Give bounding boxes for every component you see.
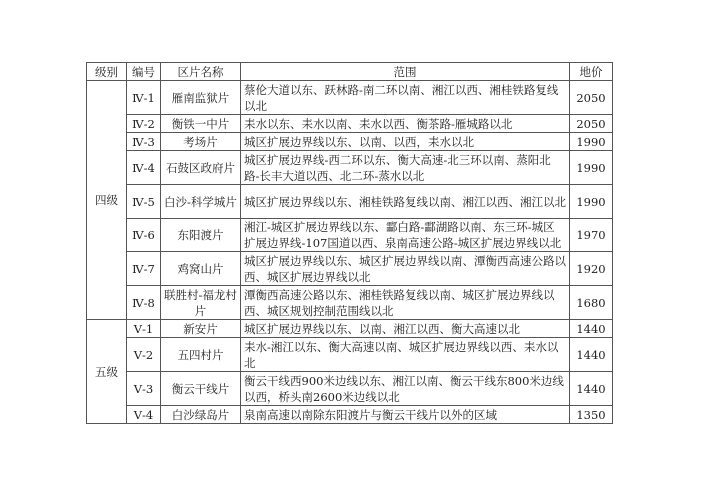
header-price: 地价 bbox=[570, 63, 613, 81]
header-code: 编号 bbox=[127, 63, 161, 81]
code-cell: Ⅴ-3 bbox=[127, 372, 161, 406]
range-cell: 城区扩展边界线以东、以南、湘江以西、衡大高速以北 bbox=[241, 320, 570, 338]
price-cell: 1970 bbox=[570, 219, 613, 252]
price-cell: 1990 bbox=[570, 185, 613, 219]
table-row bbox=[87, 406, 613, 424]
code-cell: Ⅴ-1 bbox=[127, 320, 161, 338]
range-cell: 泉南高速以南除东阳渡片与衡云干线片以外的区域 bbox=[241, 406, 570, 424]
table-row bbox=[87, 320, 613, 338]
range-cell: 城区扩展边界线以东、湘桂铁路复线以南、湘江以西、湘江以北 bbox=[241, 185, 570, 219]
zone-name-cell: 东阳渡片 bbox=[161, 219, 241, 252]
zone-name-cell: 白沙绿岛片 bbox=[161, 406, 241, 424]
zone-name-cell: 考场片 bbox=[161, 133, 241, 151]
code-cell: Ⅳ-7 bbox=[127, 252, 161, 286]
zone-name-cell: 衡云干线片 bbox=[161, 372, 241, 406]
header-row bbox=[87, 63, 613, 81]
table-row bbox=[87, 81, 613, 115]
table-row bbox=[87, 219, 613, 252]
table-row bbox=[87, 185, 613, 219]
header-zone-name: 区片名称 bbox=[161, 63, 241, 81]
range-cell: 耒水-湘江以东、衡大高速以南、城区扩展边界线以西、耒水以北 bbox=[241, 338, 570, 372]
zone-name-cell: 鸡窝山片 bbox=[161, 252, 241, 286]
level-cell: 四级 bbox=[87, 81, 127, 320]
header-level: 级别 bbox=[87, 63, 127, 81]
price-cell: 1440 bbox=[570, 320, 613, 338]
range-cell: 城区扩展边界线-西二环以东、衡大高速-北三环以南、蒸阳北路-长丰大道以西、北二环-蒸水以北 bbox=[241, 151, 570, 185]
table-row bbox=[87, 372, 613, 406]
code-cell: Ⅳ-2 bbox=[127, 115, 161, 133]
price-cell: 1440 bbox=[570, 338, 613, 372]
price-cell: 1350 bbox=[570, 406, 613, 424]
table-row bbox=[87, 286, 613, 320]
code-cell: Ⅴ-2 bbox=[127, 338, 161, 372]
range-cell: 城区扩展边界线以东、城区扩展边界线以南、潭衡西高速公路以西、城区扩展边界线以北 bbox=[241, 252, 570, 286]
header-range: 范围 bbox=[241, 63, 570, 81]
price-cell: 1920 bbox=[570, 252, 613, 286]
zone-name-cell: 石鼓区政府片 bbox=[161, 151, 241, 185]
code-cell: Ⅳ-4 bbox=[127, 151, 161, 185]
range-cell: 衡云干线西900米边线以东、湘江以南、衡云干线东800米边线以西，桥头南2600米边线以北 bbox=[241, 372, 570, 406]
range-cell: 蔡伦大道以东、跃林路-南二环以南、湘江以西、湘桂铁路复线以北 bbox=[241, 81, 570, 115]
price-cell: 1990 bbox=[570, 133, 613, 151]
range-cell: 潭衡西高速公路以东、湘桂铁路复线以南、城区扩展边界线以西、城区规划控制范围线以北 bbox=[241, 286, 570, 320]
range-cell: 城区扩展边界线以东、以南、以西，耒水以北 bbox=[241, 133, 570, 151]
price-cell: 2050 bbox=[570, 115, 613, 133]
land-price-table bbox=[86, 62, 613, 424]
zone-name-cell: 衡铁一中片 bbox=[161, 115, 241, 133]
zone-name-cell: 五四村片 bbox=[161, 338, 241, 372]
zone-name-cell: 联胜村-福龙村片 bbox=[161, 286, 241, 320]
code-cell: Ⅳ-5 bbox=[127, 185, 161, 219]
table-row bbox=[87, 338, 613, 372]
range-cell: 耒水以东、耒水以南、耒水以西、衡茶路-雁城路以北 bbox=[241, 115, 570, 133]
table-row bbox=[87, 151, 613, 185]
price-cell: 1440 bbox=[570, 372, 613, 406]
code-cell: Ⅳ-6 bbox=[127, 219, 161, 252]
table-row bbox=[87, 133, 613, 151]
zone-name-cell: 新安片 bbox=[161, 320, 241, 338]
code-cell: Ⅳ-1 bbox=[127, 81, 161, 115]
code-cell: Ⅳ-3 bbox=[127, 133, 161, 151]
level-cell: 五级 bbox=[87, 320, 127, 424]
range-cell: 湘江-城区扩展边界线以东、酃白路-酃湖路以南、东三环-城区扩展边界线-107国道以西、泉南高速公路-城区扩展边界线以北 bbox=[241, 219, 570, 252]
price-cell: 1680 bbox=[570, 286, 613, 320]
table-row bbox=[87, 252, 613, 286]
price-cell: 1990 bbox=[570, 151, 613, 185]
table-row bbox=[87, 115, 613, 133]
zone-name-cell: 白沙-科学城片 bbox=[161, 185, 241, 219]
code-cell: Ⅴ-4 bbox=[127, 406, 161, 424]
price-cell: 2050 bbox=[570, 81, 613, 115]
zone-name-cell: 雁南监狱片 bbox=[161, 81, 241, 115]
code-cell: Ⅳ-8 bbox=[127, 286, 161, 320]
